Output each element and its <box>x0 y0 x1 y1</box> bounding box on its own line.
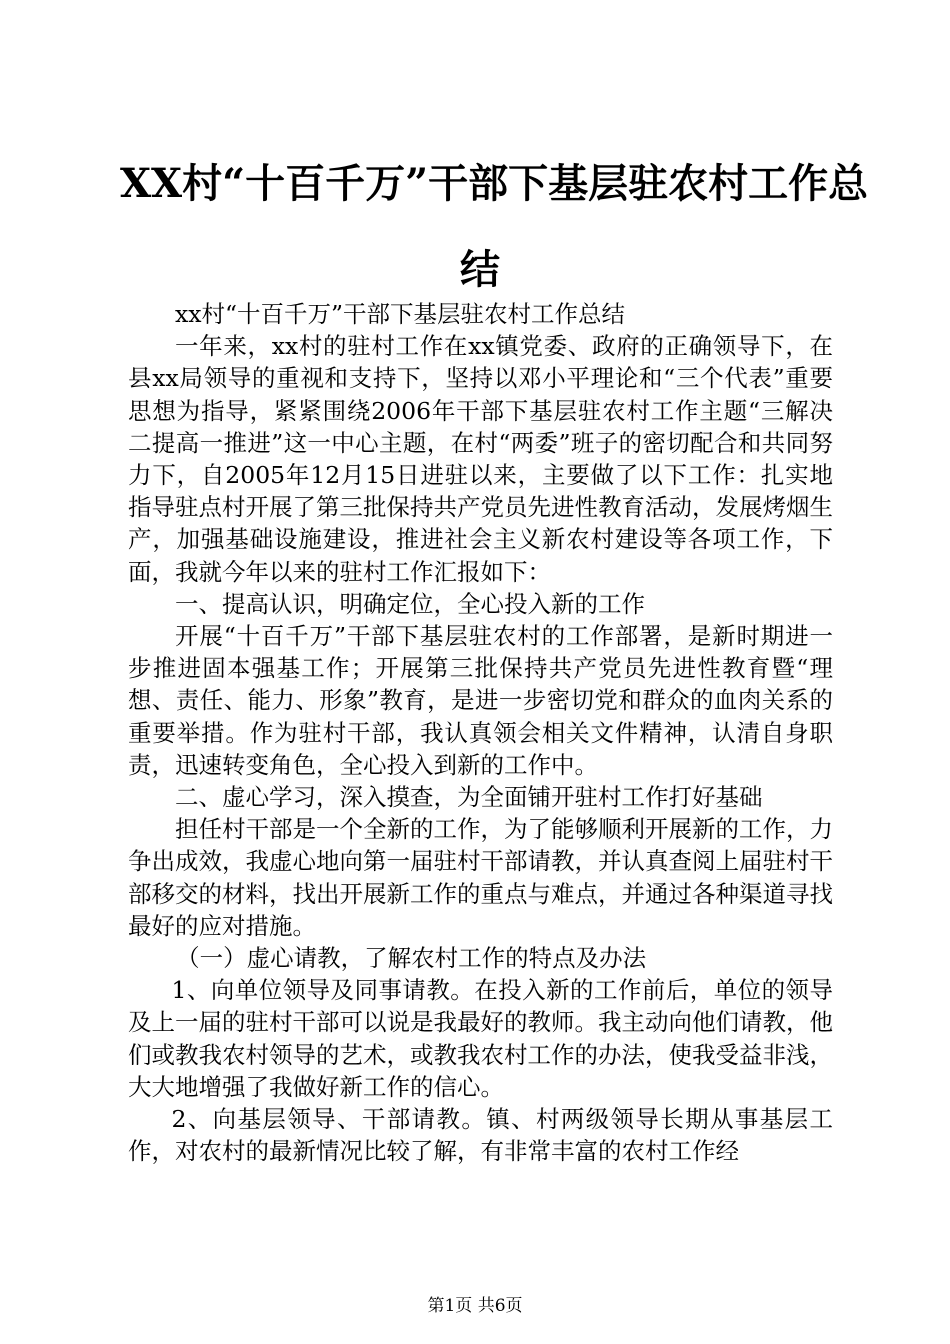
section-heading-2: 二、虚心学习，深入摸查，为全面铺开驻村工作打好基础 <box>175 783 763 812</box>
document-title-line-2: 结 <box>460 246 500 293</box>
paragraph-section-1: 开展“十百千万”干部下基层驻农村的工作部署，是新时期进一步推进固本强基工作；开展第三批保持共产党员先进性教育暨“理想、责任、能力、形象”教育，是进一步密切党和群众的血肉关系的重要举措。作为驻村干部，我认真领会相关文件精神，认清自身职责，迅速转变角色，全心投入到新的工作中。 <box>128 622 833 779</box>
document-body <box>128 298 833 1167</box>
paragraph-section-2: 担任村干部是一个全新的工作，为了能够顺利开展新的工作，力争出成效，我虚心地向第一届驻村干部请教，并认真查阅上届驻村干部移交的材料，找出开展新工作的重点与难点，并通过各种渠道寻找最好的应对措施。 <box>128 815 833 940</box>
list-item-2: 2、向基层领导、干部请教。镇、村两级领导长期从事基层工作，对农村的最新情况比较了解，有非常丰富的农村工作经 <box>128 1105 833 1166</box>
subsection-heading-1: （一）虚心请教，了解农村工作的特点及办法 <box>176 944 647 973</box>
section-heading-1: 一、提高认识，明确定位，全心投入新的工作 <box>175 589 645 618</box>
document-title-line-1: XX村“十百千万”干部下基层驻农村工作总 <box>120 160 869 207</box>
list-item-1: 1、向单位领导及同事请教。在投入新的工作前后，单位的领导及上一届的驻村干部可以说是我最好的教师。我主动向他们请教，他们或教我农村领导的艺术，或教我农村工作的办法，使我受益非浅，大大地增强了我做好新工作的信心。 <box>128 976 833 1101</box>
paragraph-subtitle: xx村“十百千万”干部下基层驻农村工作总结 <box>175 300 626 328</box>
paragraph-intro: 一年来，xx村的驻村工作在xx镇党委、政府的正确领导下，在县xx局领导的重视和支持下，坚持以邓小平理论和“三个代表”重要思想为指导，紧紧围绕2006年干部下基层驻农村工作主题“三解决二提高一推进”这一中心主题，在村“两委”班子的密切配合和共同努力下，自2005年12月15日进驻以来，主要做了以下工作：扎实地指导驻点村开展了第三批保持共产党员先进性教育活动，发展烤烟生产，加强基础设施建设，推进社会主义新农村建设等各项工作，下面，我就今年以来的驻村工作汇报如下： <box>128 332 833 586</box>
page-number-footer: 第1页 共6页 <box>427 1296 523 1316</box>
